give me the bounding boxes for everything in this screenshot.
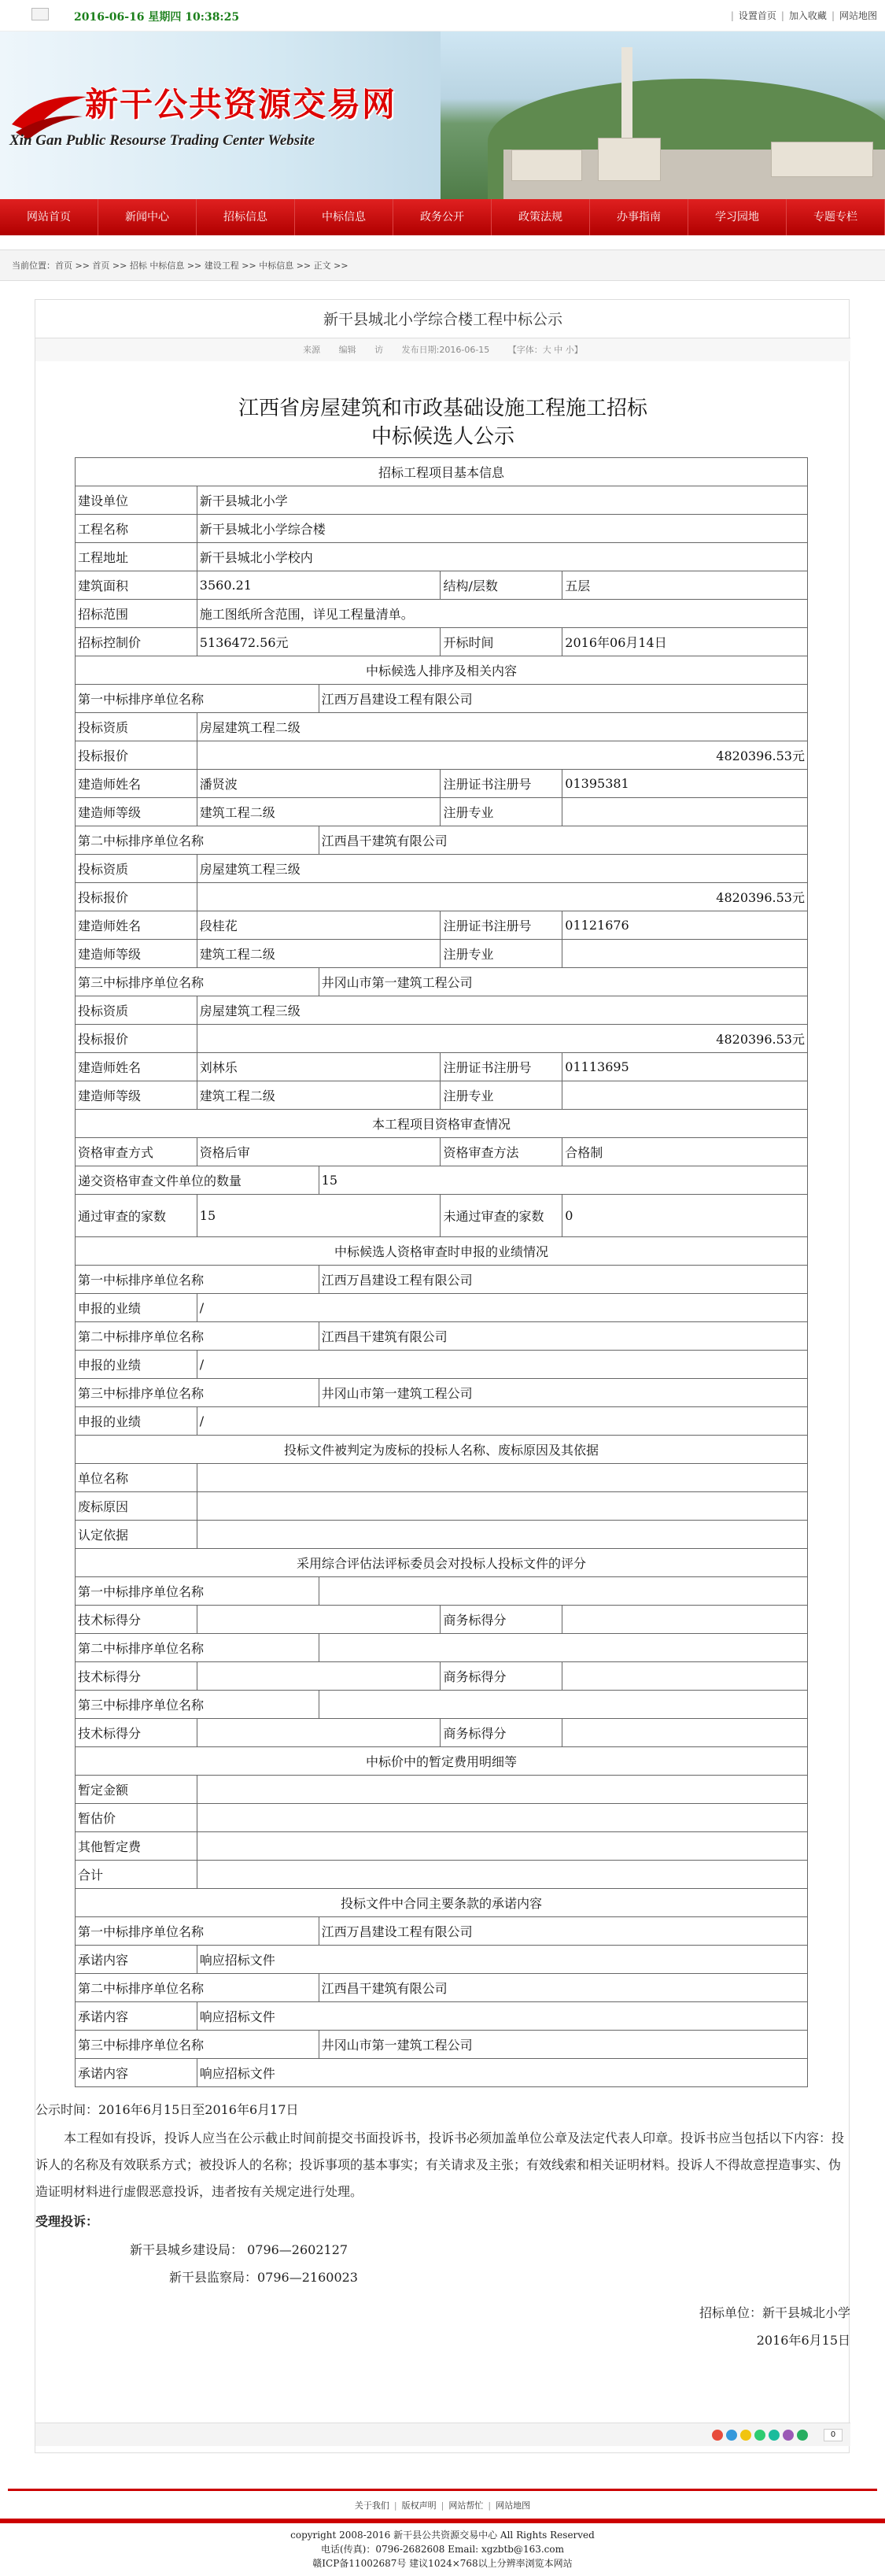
table-row: 第一中标排序单位名称 [76, 1577, 808, 1606]
table-row: 中标价中的暂定费用明细等 [76, 1747, 808, 1776]
table-row: 技术标得分 商务标得分 [76, 1719, 808, 1747]
table-row: 招标范围 施工图纸所含范围，详见工程量清单。 [76, 600, 808, 628]
meta-date: 发布日期:2016-06-15 [401, 345, 490, 355]
table-row: 建设单位 新干县城北小学 [76, 486, 808, 515]
table-row: 第一中标排序单位名称 江西万昌建设工程有限公司 [76, 1266, 808, 1294]
table-row: 投标文件中合同主要条款的承诺内容 [76, 1889, 808, 1917]
nav-home[interactable]: 网站首页 [0, 199, 98, 235]
meta-visits: 访 [374, 345, 384, 355]
table-row: 工程名称 新干县城北小学综合楼 [76, 515, 808, 543]
table-row: 技术标得分 商务标得分 [76, 1606, 808, 1634]
table-row: 建造师姓名 段桂花 注册证书注册号 01121676 [76, 911, 808, 940]
set-homepage-link[interactable]: 设置首页 [738, 10, 776, 21]
share-renren-icon[interactable] [783, 2430, 794, 2441]
table-row: 承诺内容 响应招标文件 [76, 2002, 808, 2031]
table-row: 第二中标排序单位名称 江西昌干建筑有限公司 [76, 1322, 808, 1351]
table-row: 第二中标排序单位名称 [76, 1634, 808, 1662]
share-bar [35, 2423, 850, 2446]
main-nav [0, 199, 885, 235]
table-row: 第二中标排序单位名称 江西昌干建筑有限公司 [76, 1974, 808, 2002]
share-count: 0 [824, 2429, 843, 2441]
table-row: 第三中标排序单位名称 井冈山市第一建筑工程公司 [76, 2031, 808, 2059]
nav-news[interactable]: 新闻中心 [98, 199, 197, 235]
table-row: 工程地址 新干县城北小学校内 [76, 543, 808, 571]
table-row: 建造师姓名 潘贤波 注册证书注册号 01395381 [76, 770, 808, 798]
share-qq-icon[interactable] [726, 2430, 737, 2441]
table-row: 投标报价 4820396.53元 [76, 1025, 808, 1053]
table-row: 通过审查的家数 15 未通过审查的家数 0 [76, 1195, 808, 1237]
table-row: 第三中标排序单位名称 井冈山市第一建筑工程公司 [76, 1379, 808, 1407]
table-row: 建造师等级 建筑工程二级 注册专业 [76, 798, 808, 826]
top-bar [0, 0, 885, 31]
award-table [75, 457, 808, 2087]
issue-date: 2016年6月15日 [756, 2333, 850, 2348]
site-subtitle: Xin Gan Public Resourse Trading Center Website [9, 132, 315, 149]
table-row: 承诺内容 响应招标文件 [76, 1946, 808, 1974]
article-meta [35, 338, 850, 361]
font-size-switch[interactable]: 【字体：大 中 小】 [507, 345, 583, 355]
table-row: 中标候选人资格审查时申报的业绩情况 [76, 1237, 808, 1266]
table-row: 废标原因 [76, 1492, 808, 1521]
footer-links: 关于我们 | 版权声明 | 网站帮忙 | 网站地图 [354, 2500, 531, 2511]
share-weibo-icon[interactable] [712, 2430, 723, 2441]
home-icon[interactable] [31, 8, 49, 20]
table-row: 投标资质 房屋建筑工程三级 [76, 996, 808, 1025]
nav-guide[interactable]: 办事指南 [590, 199, 688, 235]
table-row: 暂定金额 [76, 1776, 808, 1804]
current-date: 2016-06-16 星期四 10:38:25 [74, 11, 240, 24]
table-row: 承诺内容 响应招标文件 [76, 2059, 808, 2087]
table-row: 投标资质 房屋建筑工程三级 [76, 855, 808, 883]
nav-award-info[interactable]: 中标信息 [295, 199, 393, 235]
footer-help-link[interactable]: 网站帮忙 [448, 2500, 484, 2511]
page-title: 新干县城北小学综合楼工程中标公示 [323, 311, 562, 328]
table-row: 建筑面积 3560.21 结构/层数 五层 [76, 571, 808, 600]
meta-editor: 编辑 [338, 345, 356, 355]
table-row: 招标工程项目基本信息 [76, 458, 808, 486]
copyright-block [0, 2528, 885, 2570]
table-row: 第二中标排序单位名称 江西昌干建筑有限公司 [76, 826, 808, 855]
copyright-line: copyright 2008-2016 新干县公共资源交易中心 All Rights Reserved [290, 2530, 595, 2541]
footer-bar [0, 2519, 885, 2523]
site-map-link[interactable]: 网站地图 [839, 10, 877, 21]
nav-gov-affairs[interactable]: 政务公开 [393, 199, 492, 235]
article-container [35, 299, 850, 2453]
footer-sitemap-link[interactable]: 网站地图 [496, 2500, 531, 2511]
table-row: 建造师等级 建筑工程二级 注册专业 [76, 940, 808, 968]
table-row: 单位名称 [76, 1464, 808, 1492]
table-row: 申报的业绩 / [76, 1407, 808, 1436]
meta-source: 来源 [303, 345, 321, 355]
icp-line: 赣ICP备11002687号 建议1024×768以上分辨率浏览本网站 [312, 2558, 573, 2569]
table-row: 投标报价 4820396.53元 [76, 883, 808, 911]
share-douban-icon[interactable] [769, 2430, 780, 2441]
tower-image [621, 47, 632, 142]
table-row: 资格审查方式 资格后审 资格审查方法 合格制 [76, 1138, 808, 1166]
publicity-period: 公示时间：2016年6月15日至2016年6月17日 [35, 2102, 299, 2117]
nav-special[interactable]: 专题专栏 [787, 199, 885, 235]
site-title: 新干公共资源交易网 [85, 85, 397, 124]
footer-divider [8, 2489, 877, 2491]
table-row: 中标候选人排序及相关内容 [76, 656, 808, 685]
table-row: 本工程项目资格审查情况 [76, 1110, 808, 1138]
footer-copyright-link[interactable]: 版权声明 [401, 2500, 437, 2511]
share-wechat-icon[interactable] [754, 2430, 765, 2441]
table-row: 第一中标排序单位名称 江西万昌建设工程有限公司 [76, 1917, 808, 1946]
top-links: | 设置首页 | 加入收藏 | 网站地图 [730, 10, 877, 21]
complaint-heading: 受理投诉： [35, 2214, 99, 2229]
table-row: 认定依据 [76, 1521, 808, 1549]
nav-policies[interactable]: 政策法规 [492, 199, 590, 235]
contact-supervision-bureau: 新干县监察局：0796—2160023 [169, 2270, 358, 2285]
table-row: 其他暂定费 [76, 1832, 808, 1861]
site-banner [0, 31, 885, 199]
table-row: 申报的业绩 / [76, 1294, 808, 1322]
add-favorite-link[interactable]: 加入收藏 [788, 10, 827, 21]
complaint-paragraph: 本工程如有投诉，投诉人应当在公示截止时间前提交书面投诉书，投诉书必须加盖单位公章及法定代表人印章。投诉书应当包括以下内容：投诉人的名称及有效联系方式；被投诉人的名称；投诉事项的基本事实；有关请求及主张；有效线索和相关证明材料。投诉人不得故意捏造事实、伪造证明材料进行虚假恶意投诉，违者按有关规定进行处理。 [35, 2131, 845, 2199]
table-row: 第三中标排序单位名称 井冈山市第一建筑工程公司 [76, 968, 808, 996]
table-row: 投标报价 4820396.53元 [76, 741, 808, 770]
footer-about-link[interactable]: 关于我们 [354, 2500, 389, 2511]
contact-line: 电话(传真)：0796-2682608 Email: xgzbtb@163.com [320, 2544, 565, 2555]
table-row: 招标控制价 5136472.56元 开标时间 2016年06月14日 [76, 628, 808, 656]
announcement-heading: 江西省房屋建筑和市政基础设施工程施工招标 中标候选人公示 [238, 397, 647, 449]
table-row: 采用综合评估法评标委员会对投标人投标文件的评分 [76, 1549, 808, 1577]
table-row: 递交资格审查文件单位的数量 15 [76, 1166, 808, 1195]
table-row: 申报的业绩 / [76, 1351, 808, 1379]
contact-construction-bureau: 新干县城乡建设局： 0796—2602127 [130, 2242, 348, 2257]
table-row: 投标资质 房屋建筑工程二级 [76, 713, 808, 741]
breadcrumb: 当前位置：首页 >> 首页 >> 招标 中标信息 >> 建设工程 >> 中标信息 >> 正文 >> [0, 249, 885, 281]
table-row: 合计 [76, 1861, 808, 1889]
issuer: 招标单位：新干县城北小学 [699, 2305, 850, 2320]
nav-learning[interactable]: 学习园地 [688, 199, 787, 235]
table-row: 暂估价 [76, 1804, 808, 1832]
nav-tender-info[interactable]: 招标信息 [197, 199, 295, 235]
share-qzone-icon[interactable] [740, 2430, 751, 2441]
table-row: 建造师姓名 刘林乐 注册证书注册号 01113695 [76, 1053, 808, 1081]
table-row: 建造师等级 建筑工程二级 注册专业 [76, 1081, 808, 1110]
table-row: 第三中标排序单位名称 [76, 1691, 808, 1719]
table-row: 第一中标排序单位名称 江西万昌建设工程有限公司 [76, 685, 808, 713]
table-row: 投标文件被判定为废标的投标人名称、废标原因及其依据 [76, 1436, 808, 1464]
table-row: 技术标得分 商务标得分 [76, 1662, 808, 1691]
share-more-icon[interactable] [797, 2430, 808, 2441]
